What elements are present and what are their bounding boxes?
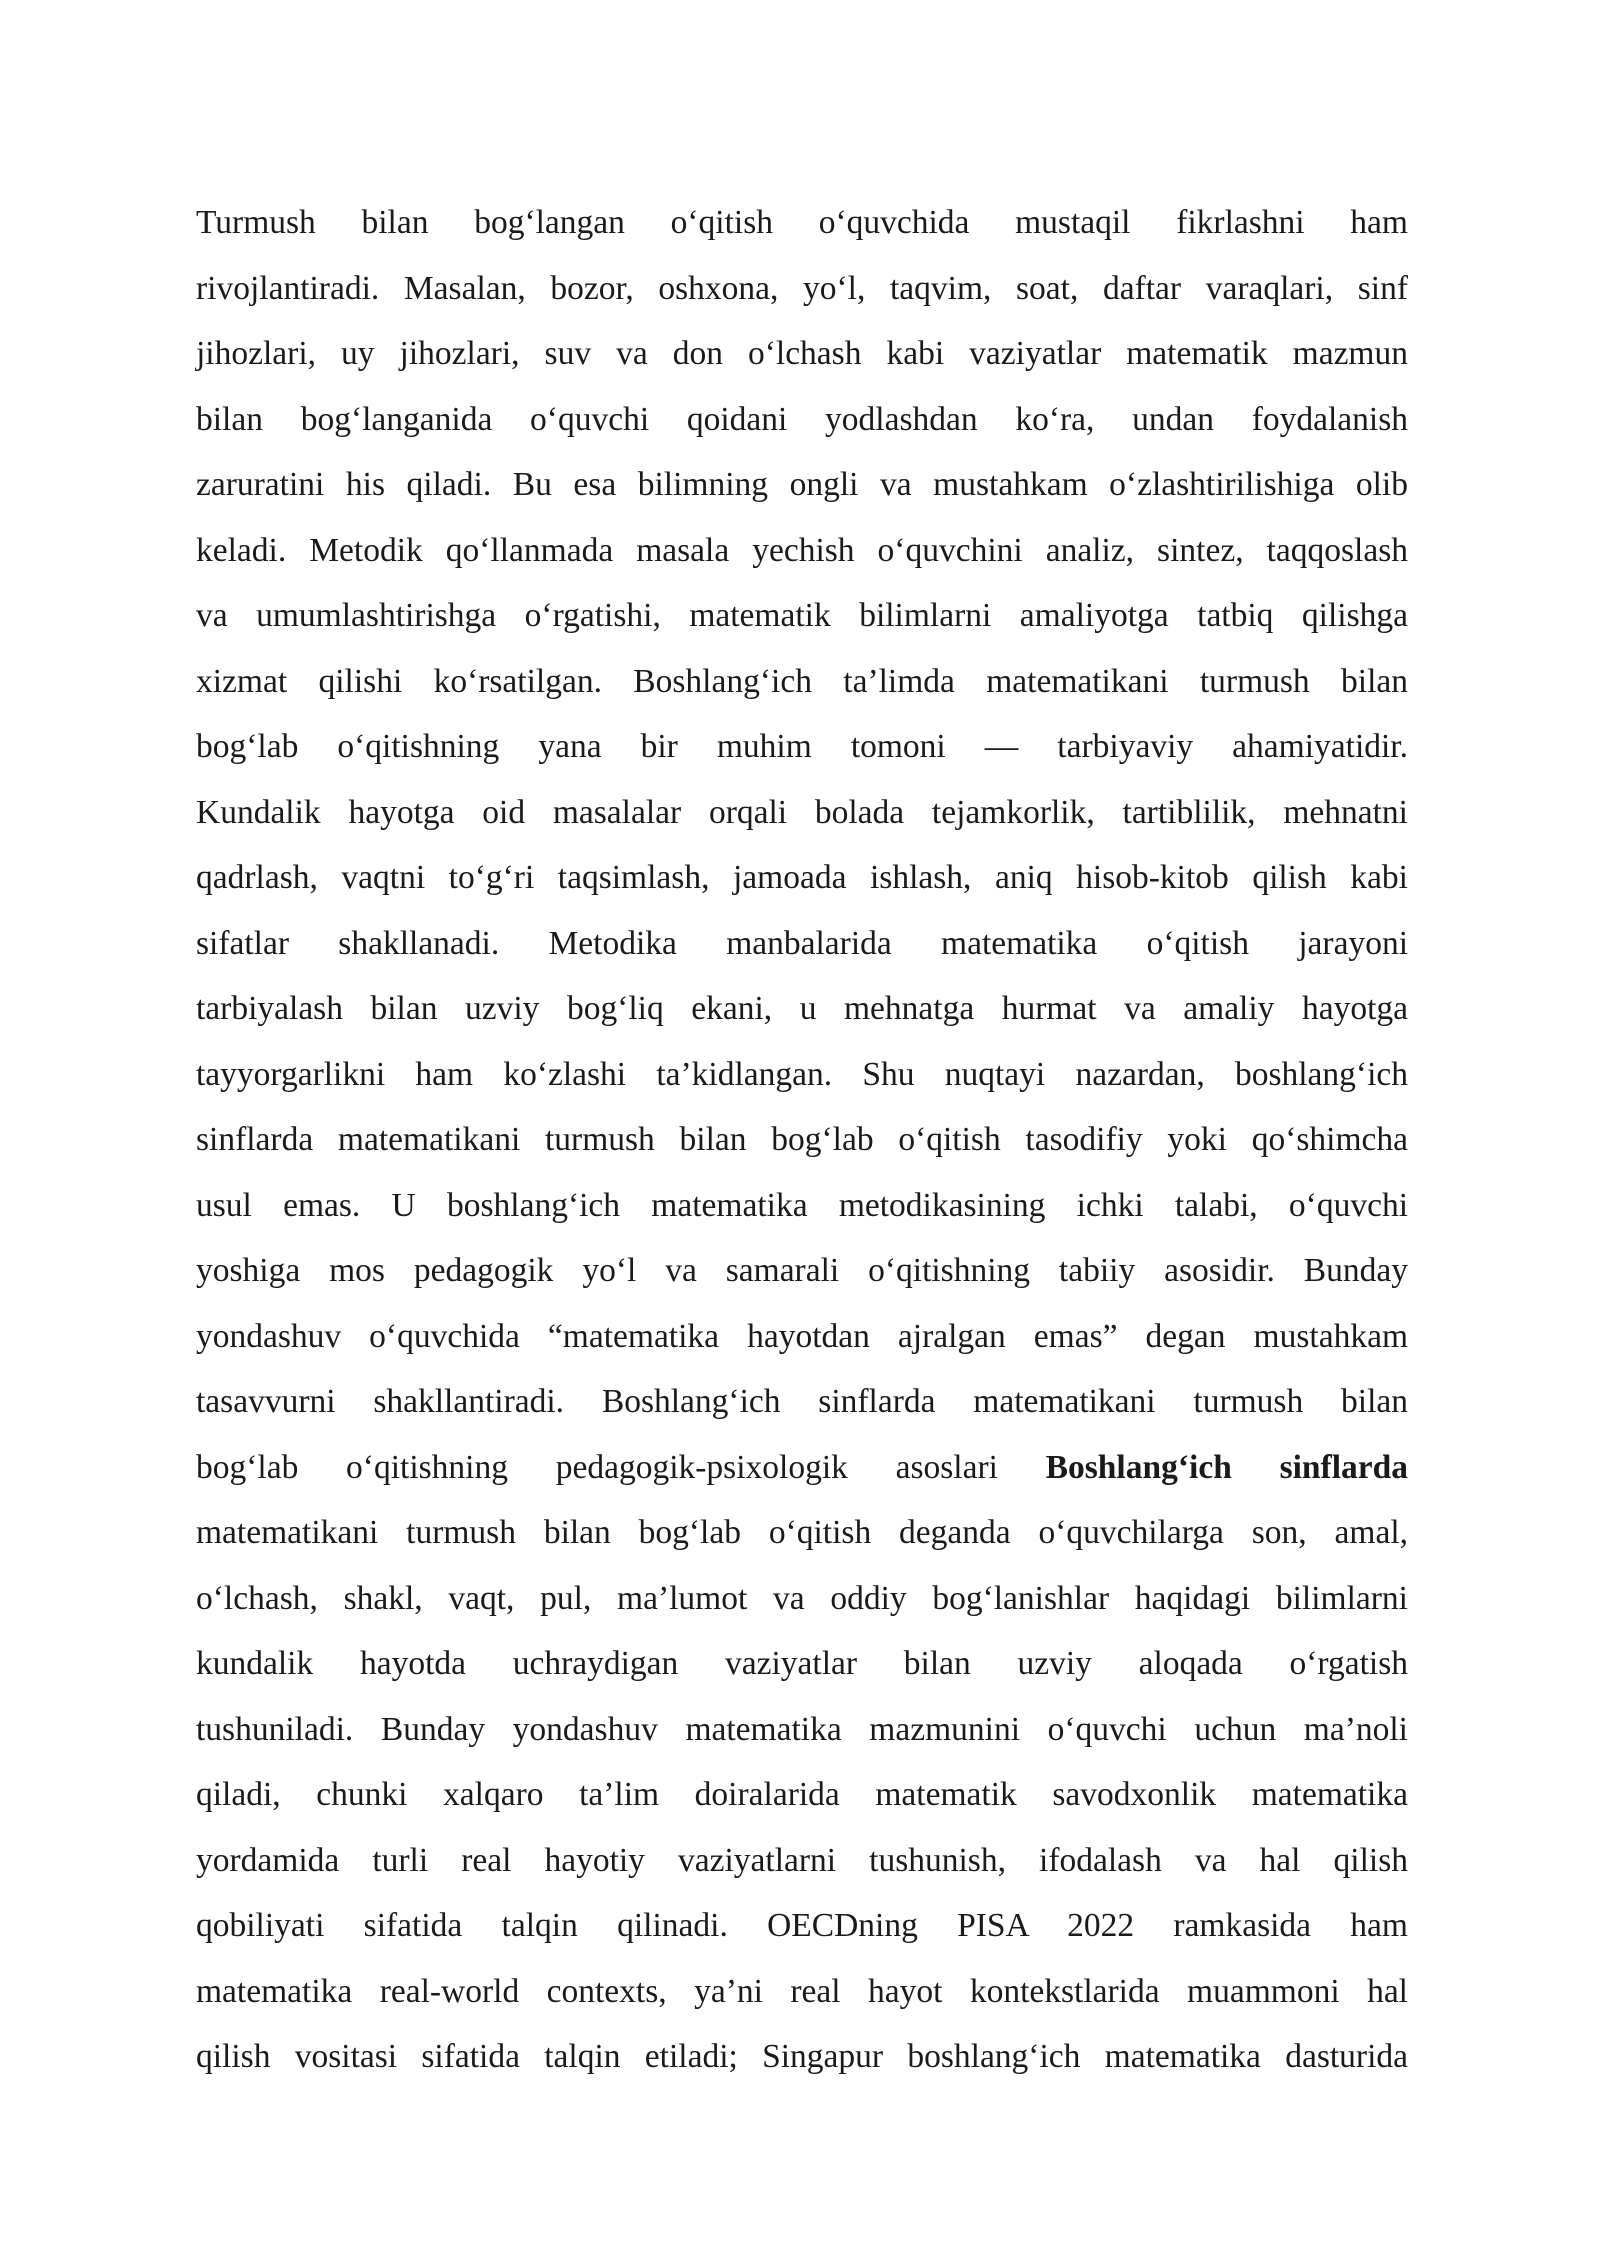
text-line: qilish vositasi sifatida talqin etiladi; Singapur boshlang‘ich matematika dasturida <box>196 2038 1408 2075</box>
text-line: tarbiyalash bilan uzviy bog‘liq ekani, u mehnatga hurmat va amaliy hayotga <box>196 990 1408 1027</box>
text-line: Turmush bilan bog‘langan o‘qitish o‘quvchida mustaqil fikrlashni ham <box>196 204 1408 241</box>
text-line: tasavvurni shakllantiradi. Boshlang‘ich sinflarda matematikani turmush bilan <box>196 1383 1408 1420</box>
text-line: Kundalik hayotga oid masalalar orqali bolada tejamkorlik, tartiblilik, mehnatni <box>196 793 1408 831</box>
body-paragraph <box>196 190 1408 2090</box>
text-line: qiladi, chunki xalqaro ta’lim doiralarida matematik savodxonlik matematika <box>196 1776 1408 1813</box>
text-line: zaruratini his qiladi. Bu esa bilimning ongli va mustahkam o‘zlashtirilishiga olib <box>196 466 1408 503</box>
text-line: sinflarda matematikani turmush bilan bog‘lab o‘qitish tasodifiy yoki qo‘shimcha <box>196 1121 1408 1158</box>
text-line: matematikani turmush bilan bog‘lab o‘qitish deganda o‘quvchilarga son, amal, <box>196 1514 1408 1551</box>
text-line: bilan bog‘langanida o‘quvchi qoidani yodlashdan ko‘ra, undan foydalanish <box>196 400 1408 438</box>
text-line: matematika real-world contexts, ya’ni real hayot kontekstlarida muammoni hal <box>196 1972 1408 2010</box>
text-line: qobiliyati sifatida talqin qilinadi. OECDning PISA 2022 ramkasida ham <box>196 1907 1408 1944</box>
text-line: bog‘lab o‘qitishning yana bir muhim tomoni — tarbiyaviy ahamiyatidir. <box>196 728 1408 765</box>
text-line: keladi. Metodik qo‘llanmada masala yechish o‘quvchini analiz, sintez, taqqoslash <box>196 531 1408 569</box>
text-line: sifatlar shakllanadi. Metodika manbalarida matematika o‘qitish jarayoni <box>196 924 1408 962</box>
text-line: yondashuv o‘quvchida “matematika hayotdan ajralgan emas” degan mustahkam <box>196 1317 1408 1355</box>
text-line: yordamida turli real hayotiy vaziyatlarni tushunish, ifodalash va hal qilish <box>196 1841 1408 1879</box>
text-line: va umumlashtirishga o‘rgatishi, matematik bilimlarni amaliyotga tatbiq qilishga <box>196 597 1408 634</box>
bold-heading: Boshlang‘ich sinflarda <box>1045 1448 1409 1486</box>
text-line: jihozlari, uy jihozlari, suv va don o‘lchash kabi vaziyatlar matematik mazmun <box>196 335 1408 372</box>
text-line: tayyorgarlikni ham ko‘zlashi ta’kidlangan. Shu nuqtayi nazardan, boshlang‘ich <box>196 1055 1408 1093</box>
text-line-start: bog‘lab o‘qitishning pedagogik-psixologik asoslari <box>196 1448 998 1486</box>
text-line: rivojlantiradi. Masalan, bozor, oshxona, yo‘l, taqvim, soat, daftar varaqlari, sinf <box>196 269 1408 307</box>
text-line: o‘lchash, shakl, vaqt, pul, ma’lumot va oddiy bog‘lanishlar haqidagi bilimlarni <box>196 1579 1408 1617</box>
text-line-with-heading <box>196 1435 1408 1501</box>
text-line: xizmat qilishi ko‘rsatilgan. Boshlang‘ich ta’limda matematikani turmush bilan <box>196 662 1408 700</box>
text-line: kundalik hayotda uchraydigan vaziyatlar bilan uzviy aloqada o‘rgatish <box>196 1645 1408 1682</box>
text-line: yoshiga mos pedagogik yo‘l va samarali o‘qitishning tabiiy asosidir. Bunday <box>196 1252 1408 1289</box>
text-line: qadrlash, vaqtni to‘g‘ri taqsimlash, jamoada ishlash, aniq hisob-kitob qilish kabi <box>196 859 1408 896</box>
text-line: tushuniladi. Bunday yondashuv matematika mazmunini o‘quvchi uchun ma’noli <box>196 1710 1408 1748</box>
text-line: usul emas. U boshlang‘ich matematika metodikasining ichki talabi, o‘quvchi <box>196 1186 1408 1224</box>
